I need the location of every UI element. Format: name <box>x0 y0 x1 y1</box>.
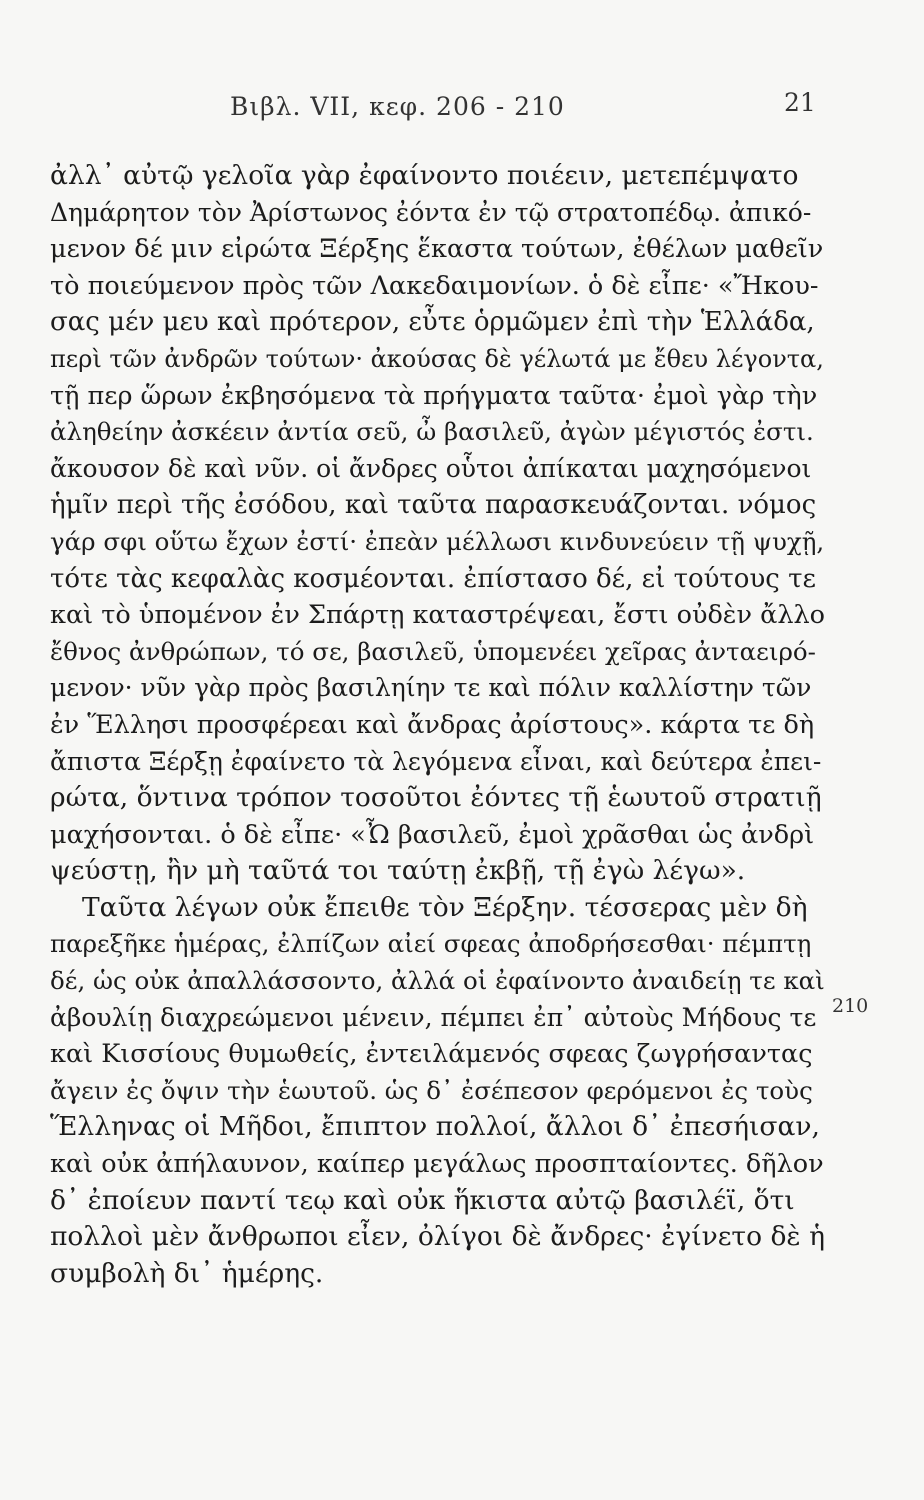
text-line: ἄγειν ἐς ὄψιν τὴν ἑωυτοῦ. ὡς δ᾽ ἐσέπεσον φερόμενοι ἐς τοὺς <box>50 1075 813 1105</box>
text-line: ἔθνος ἀνθρώπων, τό σε, βασιλεῦ, ὑπομενέει χεῖρας ἀνταειρό- <box>50 636 816 666</box>
text-line: ἡμῖν περὶ τῆς ἐσόδου, καὶ ταῦτα παρασκευάζονται. νόμος <box>50 490 817 521</box>
margin-chapter-number: 210 <box>832 995 869 1017</box>
text-line: ρώτα, ὅντινα τρόπον τοσοῦτοι ἐόντες τῇ ἑωυτοῦ στρατιῇ <box>50 782 822 814</box>
text-line: καὶ οὐκ ἀπήλαυνον, καίπερ μεγάλως προσπταίοντες. δῆλον <box>50 1149 824 1180</box>
text-line: πολλοὶ μὲν ἄνθρωποι εἶεν, ὀλίγοι δὲ ἄνδρες· ἐγίνετο δὲ ἡ <box>50 1221 825 1253</box>
text-line: τὸ ποιεύμενον πρὸς τῶν Λακεδαιμονίων. ὁ δὲ εἶπε· «Ἤκου- <box>50 270 819 301</box>
text-line: ἀληθείην ἀσκέειν ἀντία σεῦ, ὦ βασιλεῦ, ἀγὼν μέγιστός ἐστι. <box>50 417 814 447</box>
text-line: ἄπιστα Ξέρξῃ ἐφαίνετο τὰ λεγόμενα εἶναι, καὶ δεύτερα ἐπει- <box>50 746 822 776</box>
paragraph-start-line: Ταῦτα λέγων οὐκ ἔπειθε τὸν Ξέρξην. τέσσερας μὲν δὴ <box>82 891 808 923</box>
text-line: δέ, ὡς οὐκ ἀπαλλάσσοντο, ἀλλά οἱ ἐφαίνοντο ἀναιδείῃ τε καὶ <box>50 966 825 996</box>
text-line: τότε τὰς κεφαλὰς κοσμέονται. ἐπίστασο δέ, εἰ τούτους τε <box>50 563 816 594</box>
text-line: ψεύστῃ, ἢν μὴ ταῦτά τοι ταύτῃ ἐκβῇ, τῇ ἐγὼ λέγω». <box>50 855 746 887</box>
text-line: καὶ τὸ ὑπομένον ἐν Σπάρτῃ καταστρέψεαι, ἔστι οὐδὲν ἄλλο <box>50 600 825 631</box>
text-line: καὶ Κισσίους θυμωθείς, ἐντειλάμενός σφεας ζωγρήσαντας <box>50 1039 813 1070</box>
text-line: μαχήσονται. ὁ δὲ εἶπε· «Ὦ βασιλεῦ, ἐμοὶ χρᾶσθαι ὡς ἀνδρὶ <box>50 819 815 850</box>
text-line: περὶ τῶν ἀνδρῶν τούτων· ἀκούσας δὲ γέλωτά με ἔθευ λέγοντα, <box>50 344 824 373</box>
page-number: 21 <box>784 88 816 117</box>
text-line: παρεξῆκε ἡμέρας, ἐλπίζων αἰεί σφεας ἀποδρήσεσθαι· πέμπτῃ <box>50 929 812 959</box>
text-line: ἀλλ᾽ αὐτῷ γελοῖα γὰρ ἐφαίνοντο ποιέειν, μετεπέμψατο <box>50 160 799 191</box>
text-line: ἐν Ἕλλησι προσφέρεαι καὶ ἄνδρας ἀρίστους». κάρτα τε δὴ <box>50 709 815 740</box>
text-line: γάρ σφι οὕτω ἔχων ἐστί· ἐπεὰν μέλλωσι κινδυνεύειν τῇ ψυχῇ, <box>50 526 825 556</box>
text-line: Ἕλληνας οἱ Μῆδοι, ἔπιπτον πολλοί, ἄλλοι δ᾽ ἐπεσήισαν, <box>50 1111 820 1143</box>
text-line: σας μέν μευ καὶ πρότερον, εὖτε ὁρμῶμεν ἐπὶ τὴν Ἑλλάδα, <box>50 307 815 338</box>
text-line: Δημάρητον τὸν Ἀρίστωνος ἐόντα ἐν τῷ στρατοπέδῳ. ἀπικό- <box>50 197 812 227</box>
body-text <box>50 158 826 1292</box>
text-line: ἄκουσον δὲ καὶ νῦν. οἱ ἄνδρες οὗτοι ἀπίκαται μαχησόμενοι <box>50 453 812 483</box>
text-line: τῇ περ ὥρων ἐκβησόμενα τὰ πρήγματα ταῦτα· ἐμοὶ γὰρ τὴν <box>50 380 818 411</box>
text-line: ἀβουλίῃ διαχρεώμενοι μένειν, πέμπει ἐπ᾽ αὐτοὺς Μήδους τε <box>50 1002 817 1032</box>
text-line: δ᾽ ἐποίευν παντί τεῳ καὶ οὐκ ἥκιστα αὐτῷ βασιλέϊ, ὅτι <box>50 1184 795 1216</box>
text-line: συμβολὴ δι᾽ ἡμέρης. <box>50 1257 324 1289</box>
text-line: μενον· νῦν γὰρ πρὸς βασιληίην τε καὶ πόλιν καλλίστην τῶν <box>50 673 812 703</box>
running-head: Βιβλ. VII, κεφ. 206 - 210 <box>230 92 565 121</box>
text-line: μενον δέ μιν εἰρώτα Ξέρξης ἕκαστα τούτων, ἐθέλων μαθεῖν <box>50 234 824 265</box>
